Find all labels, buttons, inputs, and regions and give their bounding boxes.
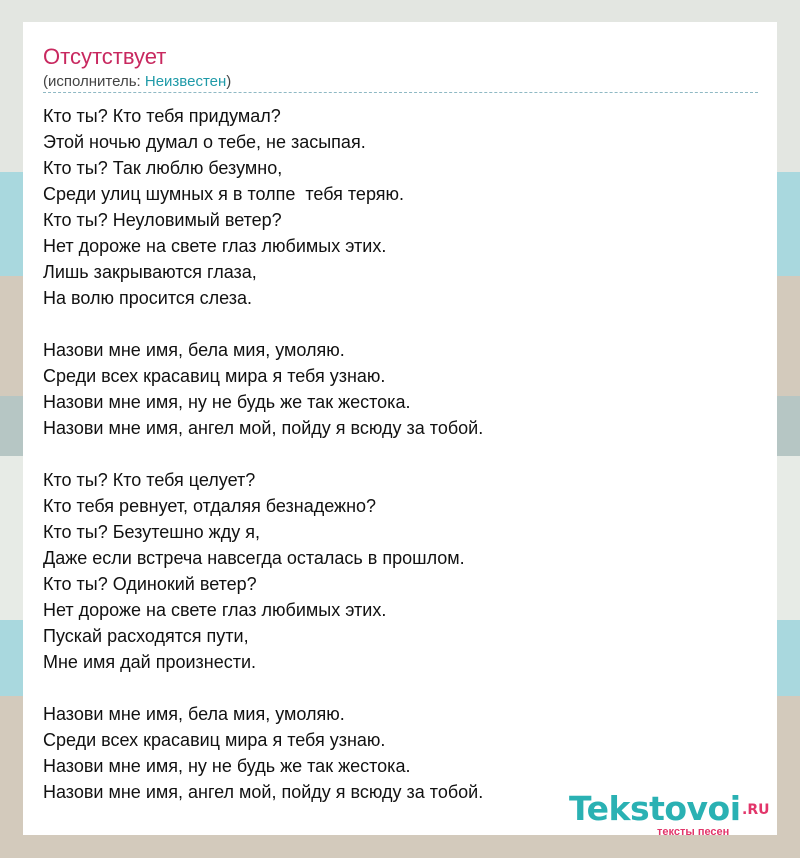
artist-line — [43, 73, 231, 91]
artist-prefix: (исполнитель: — [43, 73, 145, 90]
lyrics-text: Кто ты? Кто тебя придумал? Этой ночью думал о тебе, не засыпая. Кто ты? Так люблю безумно, Среди улиц шумных я в толпе тебя теряю. Кто ты? Неуловимый ветер? Нет дороже на свете глаз любимых этих. Лишь закрываются глаза, На волю просится слеза. Назови мне имя, бела мия, умоляю. Среди всех красавиц мира я тебя узнаю. Назови мне имя, ну не будь же так жестока. Назови мне имя, ангел мой, пойду я всюду за тобой. Кто ты? Кто тебя целует? Кто тебя ревнует, отдаляя безнадежно? Кто ты? Безутешно жду я, Даже если встреча навсегда осталась в прошлом. Кто ты? Одинокий ветер? Нет дороже на свете глаз любимых этих. Пускай расходятся пути, Мне имя дай произнести. Назови мне имя, бела мия, умоляю. Среди всех красавиц мира я тебя узнаю. Назови мне имя, ну не будь же так жестока. Назови мне имя, ангел мой, пойду я всюду за тобой. — [43, 106, 484, 802]
logo-tagline: тексты песен — [657, 826, 730, 838]
site-logo[interactable] — [569, 789, 779, 839]
logo-wordmark: Tekstovoi — [569, 789, 741, 828]
logo-tld: .RU — [742, 802, 770, 818]
artist-link[interactable]: Неизвестен — [144, 73, 227, 90]
header-divider — [43, 92, 758, 93]
song-title: Отсутствует — [43, 44, 167, 69]
lyrics-card — [23, 22, 777, 838]
artist-suffix: ) — [226, 73, 232, 90]
